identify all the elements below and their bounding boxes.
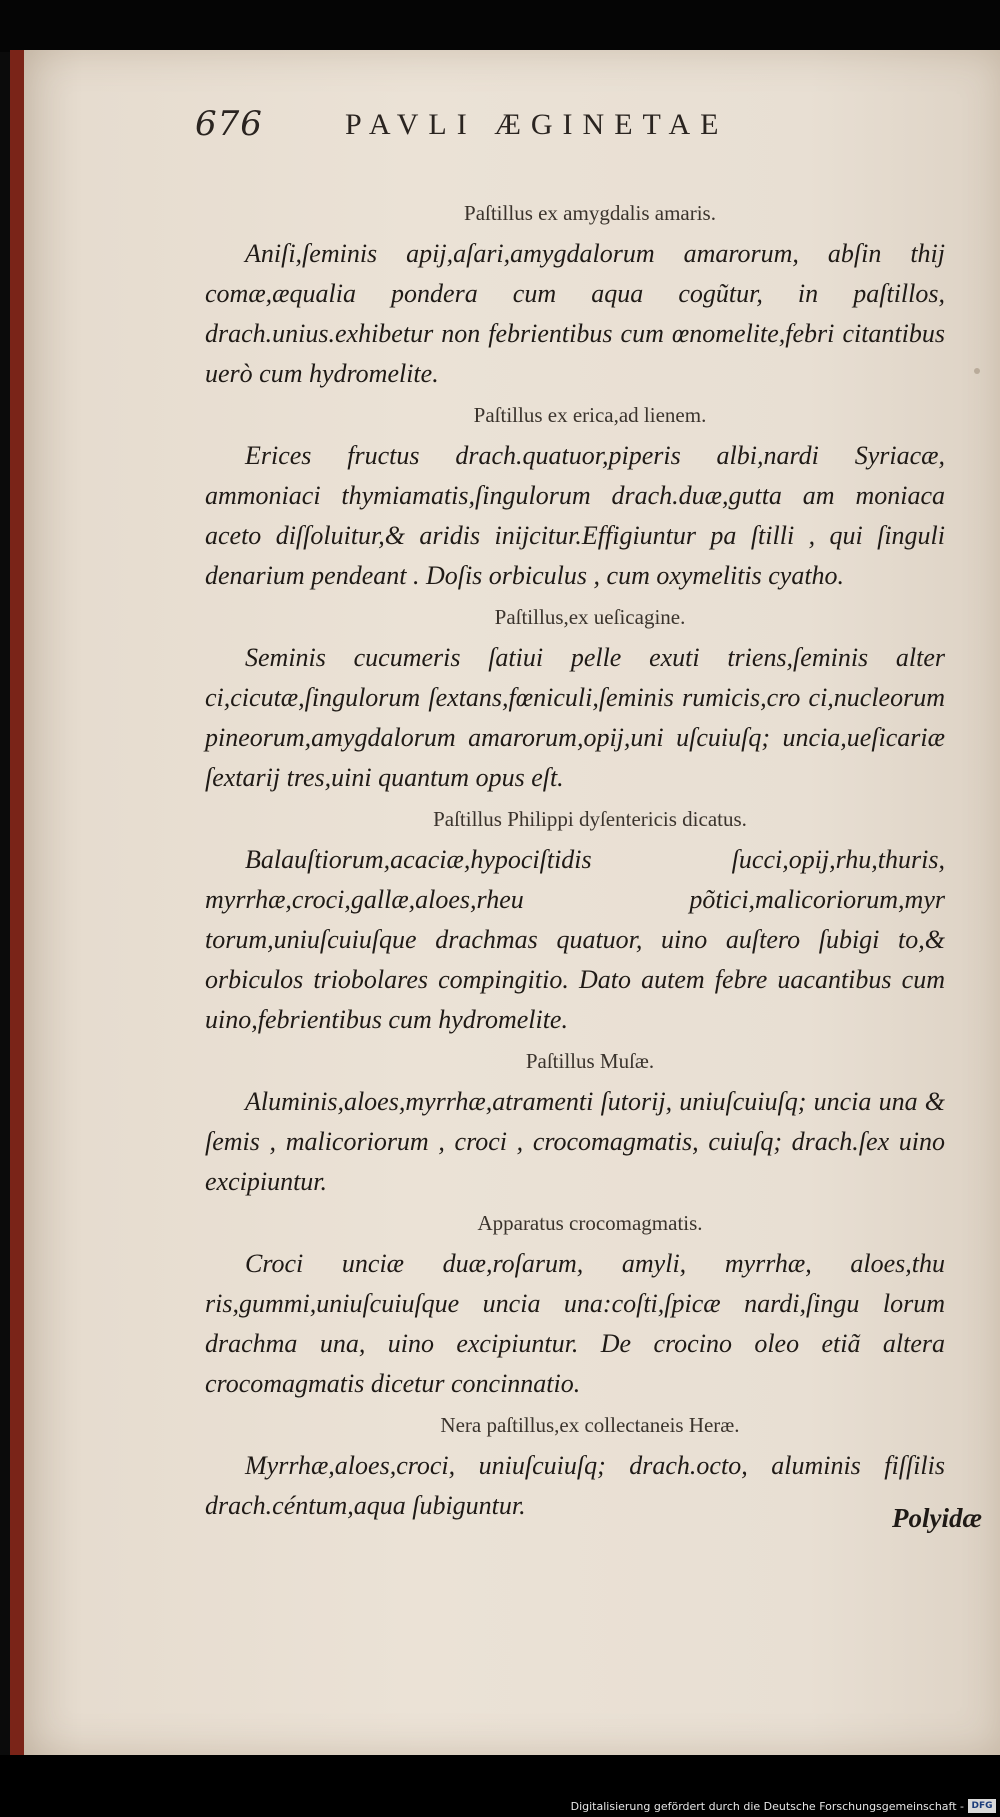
section-rubric: Paſtillus Philippi dyſentericis dicatus. xyxy=(433,807,747,831)
page-number: 676 xyxy=(195,104,263,144)
section-4 xyxy=(205,804,945,1040)
top-black-bar xyxy=(0,0,1000,52)
section-text: Seminis cucumeris ſatiui pelle exuti triens,ſeminis alter ci,cicutæ,ſingulorum ſextans,fœniculi,ſeminis rumicis,cro ci,nucleorum pineorum,amygdalorum amarorum,opij,uni uſcuiuſq; uncia,ueſicariæ ſextarij tres,uini quantum opus eſt. xyxy=(205,643,945,792)
section-text: Aluminis,aloes,myrrhæ,atramenti ſutorij, uniuſcuiuſq; uncia una & ſemis , malicoriorum , croci , crocomagmatis, cuiuſq; drach.ſex uino excipiuntur. xyxy=(205,1087,945,1196)
section-text: Myrrhæ,aloes,croci, uniuſcuiuſq; drach.octo, aluminis fiſſilis drach.céntum,aqua ſubiguntur. xyxy=(205,1451,945,1520)
section-3 xyxy=(205,602,945,798)
digitization-credit: Digitalisierung gefördert durch die Deutsche Forschungsgemeinschaft - xyxy=(570,1800,964,1813)
section-text: Erices fructus drach.quatuor,piperis albi,nardi Syriacæ, ammoniaci thymiamatis,ſingulorum drach.duæ,gutta am moniaca aceto diſſoluitur,& aridis inijcitur.Effigiuntur pa ſtilli , qui ſinguli denarium pendeant . Doſis orbiculus , cum oxymelitis cyatho. xyxy=(205,441,945,590)
section-6 xyxy=(205,1208,945,1404)
section-text: Aniſi,ſeminis apij,aſari,amygdalorum amarorum, abſin thij comæ,æqualia pondera cum aqua cogũtur, in paſtillos, drach.unius.exhibetur non febrientibus cum œnomelite,febri citantibus uerò cum hydromelite. xyxy=(205,239,945,388)
section-rubric: Paſtillus,ex ueſicagine. xyxy=(494,605,686,629)
section-2 xyxy=(205,400,945,596)
section-rubric: Paſtillus ex amygdalis amaris. xyxy=(464,201,716,225)
section-text: Balauſtiorum,acaciæ,hypociſtidis ſucci,opij,rhu,thuris, myrrhæ,croci,gallæ,aloes,rheu põtici,malicoriorum,myr torum,uniuſcuiuſque drachmas quatuor, uino auſtero ſubigi to,& orbiculos triobolares compingitio. Dato autem febre uacantibus cum uino,febrientibus cum hydromelite. xyxy=(205,845,945,1034)
section-rubric: Paſtillus Muſæ. xyxy=(525,1049,655,1073)
paper-spot xyxy=(974,368,980,374)
section-rubric: Nera paſtillus,ex collectaneis Heræ. xyxy=(440,1413,740,1437)
section-5 xyxy=(205,1046,945,1202)
section-7 xyxy=(205,1410,945,1526)
text-block xyxy=(205,198,945,1532)
page-header xyxy=(195,104,815,154)
dfg-logo-icon: DFG xyxy=(968,1799,996,1813)
section-rubric: Paſtillus ex erica,ad lienem. xyxy=(473,403,707,427)
section-1 xyxy=(205,198,945,394)
catchword: Polyidæ xyxy=(892,1503,982,1533)
running-head: PAVLI ÆGINETAE xyxy=(345,108,729,141)
section-text: Croci unciæ duæ,roſarum, amyli, myrrhæ, aloes,thu ris,gummi,uniuſcuiuſque uncia una:coſti,ſpicæ nardi,ſingu lorum drachma una, uino excipiuntur. De crocino oleo etiã altera crocomagmatis dicetur concinnatio. xyxy=(205,1249,945,1398)
section-rubric: Apparatus crocomagmatis. xyxy=(477,1211,703,1235)
